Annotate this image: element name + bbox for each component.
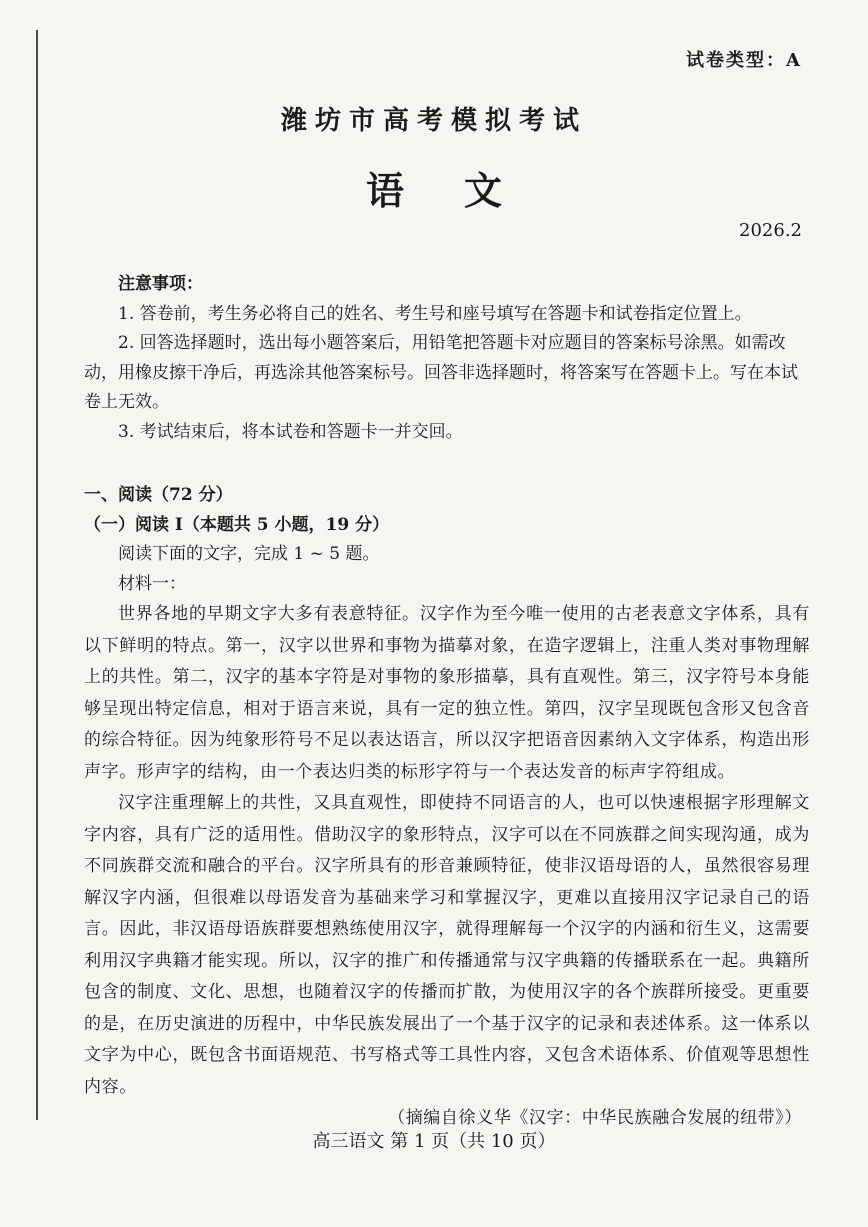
- notice-heading: 注意事项：: [118, 274, 203, 294]
- material-paragraph-1: 世界各地的早期文字大多有表意特征。汉字作为至今唯一使用的古老表意文字体系，具有以下鲜明的特点。第一，汉字以世界和事物为描摹对象，在造字逻辑上，注重人类对事物理解上的共性。第二，汉字的基本字符是对事物的象形描摹，具有直观性。第三，汉字符号本身能够呈现出特定信息，相对于语言来说，具有一定的独立性。第四，汉字呈现既包含形又包含音的综合特征。因为纯象形符号不足以表达语言，所以汉字把语音因素纳入文字体系，构造出形声字。形声字的结构，由一个表达归类的标形字符与一个表达发音的标声字符组成。: [84, 604, 810, 782]
- material-paragraph-2: 汉字注重理解上的共性，又具直观性，即使持不同语言的人，也可以快速根据字形理解文字内容，具有广泛的适用性。借助汉字的象形特点，汉字可以在不同族群之间实现沟通，成为不同族群交流和融合的平台。汉字所具有的形音兼顾特征，使非汉语母语的人，虽然很容易理解汉字内涵，但很难以母语发音为基础来学习和掌握汉字，更难以直接用汉字记录自己的语言。因此，非汉语母语族群要想熟练使用汉字，就得理解每一个汉字的内涵和衍生义，这需要利用汉字典籍才能实现。所以，汉字的推广和传播通常与汉字典籍的传播联系在一起。典籍所包含的制度、文化、思想，也随着汉字的传播而扩散，为使用汉字的各个族群所接受。更重要的是，在历史演进的历程中，中华民族发展出了一个基于汉字的记录和表述体系。这一体系以文字为中心，既包含书面语规范、书写格式等工具性内容，又包含术语体系、价值观等思想性内容。: [84, 793, 810, 1097]
- exam-date: 2026.2: [739, 220, 802, 241]
- material-label: 材料一：: [118, 573, 186, 594]
- page-content: [84, 270, 810, 1135]
- material-text: [84, 599, 810, 1135]
- notice-item-1: 1. 答卷前，考生务必将自己的姓名、考生号和座号填写在答题卡和试卷指定位置上。: [118, 303, 752, 324]
- section-title: 一、阅读（72 分）: [84, 485, 233, 505]
- notice-item-2: 2. 回答选择题时，选出每小题答案后，用铅笔把答题卡对应题目的答案标号涂黑。如需改动，用橡皮擦干净后，再选涂其他答案标号。回答非选择题时，将答案写在答题卡上。写在本试卷上无效。: [84, 333, 798, 412]
- notice-item-3: 3. 考试结束后，将本试卷和答题卡一并交回。: [118, 421, 463, 442]
- subject-title: 语文: [365, 168, 562, 213]
- paper-type-label: 试卷类型：A: [686, 50, 802, 71]
- page-footer: 高三语文 第 1 页（共 10 页）: [312, 1131, 556, 1152]
- part-title: （一）阅读 I（本题共 5 小题，19 分）: [84, 514, 390, 535]
- reading-section: [84, 481, 810, 1135]
- notice-block: [84, 270, 810, 447]
- section-instruction: 阅读下面的文字，完成 1 ~ 5 题。: [118, 544, 380, 564]
- exam-title: 潍坊市高考模拟考试: [280, 106, 587, 136]
- material-source: （摘编自徐义华《汉字：中华民族融合发展的纽带》）: [388, 1108, 802, 1128]
